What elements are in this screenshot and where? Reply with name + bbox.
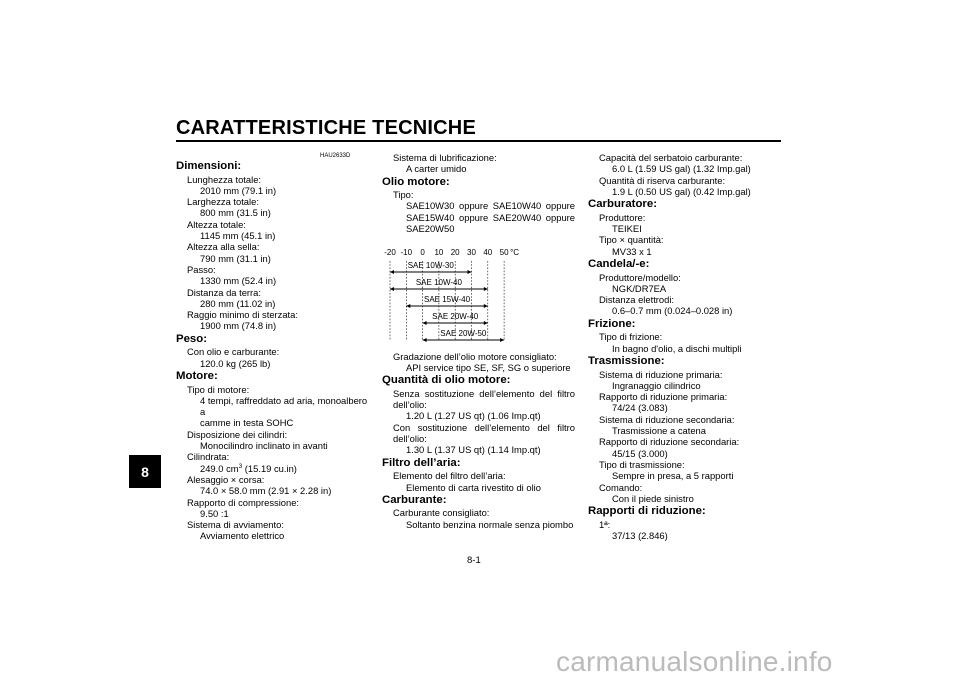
spec-label: Sistema di avviamento: <box>187 519 284 531</box>
chart-series-label: SAE 10W-30 <box>407 261 454 271</box>
spec-value: Monocilindro inclinato in avanti <box>200 440 328 452</box>
chart-unit-label: °C <box>510 248 520 258</box>
spec-value: 1.30 L (1.37 US qt) (1.14 Imp.qt) <box>406 444 541 456</box>
spec-label: Rapporto di riduzione primaria: <box>599 391 728 403</box>
spec-label: dell’olio: <box>393 399 427 411</box>
spec-value: API service tipo SE, SF, SG o superiore <box>406 361 571 373</box>
spec-label: Comando: <box>599 481 643 493</box>
heading-quantita-olio: Quantità di olio motore: <box>382 374 511 387</box>
spec-label: dell’olio: <box>393 433 427 445</box>
spec-label: Rapporto di compressione: <box>187 496 300 508</box>
spec-label: Sistema di lubrificazione: <box>393 152 497 163</box>
section-code: HAU2633D <box>320 153 351 159</box>
spec-value: Sempre in presa, a 5 rapporti <box>612 470 734 482</box>
chart-range-arrow <box>484 304 488 308</box>
spec-label: Quantità di riserva carburante: <box>599 174 726 186</box>
chart-range-arrow <box>500 338 504 342</box>
chart-range-arrow <box>406 304 410 308</box>
oil-viscosity-chart <box>382 240 575 344</box>
spec-value: 45/15 (3.000) <box>612 447 668 459</box>
chart-tick-label: 30 <box>467 248 476 258</box>
spec-label: Elemento del filtro dell’aria: <box>393 470 506 482</box>
chart-range-arrow <box>468 270 472 274</box>
chart-range-arrow <box>423 321 427 325</box>
spec-value: A carter umido <box>406 163 467 175</box>
watermark: carmanualsonline.info <box>556 646 833 677</box>
spec-value: 6.0 L (1.59 US gal) (1.32 Imp.gal) <box>612 163 751 175</box>
spec-value: 790 mm (31.1 in) <box>200 252 271 264</box>
spec-value: 120.0 kg (265 lb) <box>200 357 271 369</box>
chart-tick-label: 0 <box>420 248 425 258</box>
heading-peso: Peso: <box>176 332 208 345</box>
spec-label: Produttore: <box>599 211 646 223</box>
page-number: 8-1 <box>467 555 481 566</box>
spec-label: Passo: <box>187 263 216 275</box>
spec-label: Cilindrata: <box>187 451 230 463</box>
spec-value: 74.0 × 58.0 mm (2.91 × 2.28 in) <box>200 485 332 497</box>
spec-label: Sistema di riduzione secondaria: <box>599 413 735 425</box>
chart-tick-label: 10 <box>434 248 444 258</box>
spec-value: 37/13 (2.846) <box>612 529 668 541</box>
cilindrata-sup: 3 <box>238 462 243 470</box>
chart-tick-label: -10 <box>400 248 413 258</box>
chart-series-label: SAE 10W-40 <box>415 278 462 288</box>
spec-value: SAE15W40 oppure SAE20W40 oppure <box>406 211 575 223</box>
spec-value: 800 mm (31.5 in) <box>200 207 271 219</box>
column-2 <box>382 152 575 530</box>
spec-value: 1.9 L (0.50 US gal) (0.42 Imp.gal) <box>612 185 751 197</box>
spec-label: Altezza totale: <box>187 218 246 230</box>
heading-olio-motore: Olio motore: <box>382 175 450 188</box>
heading-carburatore: Carburatore: <box>588 198 657 211</box>
spec-value <box>176 463 371 474</box>
spec-value: Ingranaggio cilindrico <box>612 379 701 391</box>
spec-label: Disposizione dei cilindri: <box>187 428 288 440</box>
spec-value: camme in testa SOHC <box>200 417 294 429</box>
spec-label: Produttore/modello: <box>599 271 681 283</box>
spec-value: 2010 mm (79.1 in) <box>200 184 277 196</box>
column-3 <box>588 152 783 541</box>
title-rule <box>176 140 781 142</box>
heading-rapporti: Rapporti di riduzione: <box>588 505 706 518</box>
spec-label: Carburante consigliato: <box>393 507 490 519</box>
cilindrata-value: 249.0 cm <box>200 462 239 474</box>
spec-value: 1145 mm (45.1 in) <box>200 230 276 242</box>
heading-candela: Candela/-e: <box>588 257 650 270</box>
chart-range-arrow <box>484 287 488 291</box>
chart-tick-label: 50 <box>499 248 509 258</box>
heading-motore: Motore: <box>176 369 218 382</box>
spec-value: Soltanto benzina normale senza piombo <box>406 518 574 530</box>
spec-value: Elemento di carta rivestito di olio <box>406 481 541 493</box>
spec-label: Larghezza totale: <box>187 196 259 208</box>
spec-value: 1330 mm (52.4 in) <box>200 275 277 287</box>
spec-value: In bagno d'olio, a dischi multipli <box>612 342 742 354</box>
heading-carburante: Carburante: <box>382 493 447 506</box>
spec-label: Rapporto di riduzione secondaria: <box>599 436 740 448</box>
spec-label: 1ª: <box>599 518 611 530</box>
spec-value: 1.20 L (1.27 US qt) (1.06 Imp.qt) <box>406 410 541 422</box>
spec-value: SAE20W50 <box>406 223 455 235</box>
spec-label: Distanza da terra: <box>187 286 261 298</box>
spec-label: Capacità del serbatoio carburante: <box>599 152 743 163</box>
spec-label: Gradazione dell’olio motore consigliato: <box>393 350 557 362</box>
spec-label: Lunghezza totale: <box>187 173 262 185</box>
spec-value: 0.6–0.7 mm (0.024–0.028 in) <box>612 305 733 317</box>
spec-value: SAE10W30 oppure SAE10W40 oppure <box>406 200 575 212</box>
spec-value: MV33 x 1 <box>612 245 652 257</box>
section-tab: 8 <box>129 455 161 488</box>
cilindrata-value-alt: (15.19 cu.in) <box>242 462 297 474</box>
spec-label: Tipo di motore: <box>187 383 250 395</box>
chart-tick-label: -20 <box>384 248 396 258</box>
heading-frizione: Frizione: <box>588 317 636 330</box>
spec-label: Tipo di trasmissione: <box>599 458 685 470</box>
page-title: CARATTERISTICHE TECNICHE <box>176 117 476 139</box>
chart-series-label: SAE 20W-40 <box>432 312 479 322</box>
spec-label: Alesaggio × corsa: <box>187 473 265 485</box>
spec-value: NGK/DR7EA <box>612 282 667 294</box>
spec-value: 1900 mm (74.8 in) <box>200 320 277 332</box>
spec-value: 9.50 :1 <box>200 507 229 519</box>
spec-value: Avviamento elettrico <box>200 530 285 542</box>
spec-label: Con sostituzione dell’elemento del filtro <box>393 421 575 433</box>
column-1 <box>176 159 371 542</box>
spec-label: Distanza elettrodi: <box>599 294 675 306</box>
chart-tick-label: 40 <box>483 248 493 258</box>
spec-label: Altezza alla sella: <box>187 241 260 253</box>
chart-series-label: SAE 15W-40 <box>423 295 471 305</box>
spec-label: Tipo: <box>393 189 414 201</box>
chart-series-label: SAE 20W-50 <box>440 329 487 339</box>
spec-value: Trasmissione a catena <box>612 425 706 437</box>
spec-label: Senza sostituzione dell’elemento del filtro <box>393 387 575 399</box>
spec-label: Tipo di frizione: <box>599 331 663 343</box>
chart-tick-label: 20 <box>450 248 460 258</box>
spec-value: TEIKEI <box>612 223 642 235</box>
chart-range-arrow <box>423 338 427 342</box>
spec-value: 280 mm (11.02 in) <box>200 297 276 309</box>
spec-label: Tipo × quantità: <box>599 234 664 246</box>
spec-value: 4 tempi, raffreddato ad aria, monoalbero a <box>200 394 368 418</box>
heading-dimensioni: Dimensioni: <box>176 160 242 172</box>
spec-label: Con olio e carburante: <box>187 346 280 358</box>
spec-value: Con il piede sinistro <box>612 492 694 504</box>
chart-range-arrow <box>390 287 394 291</box>
spec-label: Sistema di riduzione primaria: <box>599 368 723 380</box>
heading-trasmissione: Trasmissione: <box>588 354 665 367</box>
heading-filtro-aria: Filtro dell’aria: <box>382 456 461 469</box>
chart-range-arrow <box>390 270 394 274</box>
spec-label: Raggio minimo di sterzata: <box>187 309 298 321</box>
chart-range-arrow <box>484 321 488 325</box>
spec-value: 74/24 (3.083) <box>612 402 668 414</box>
